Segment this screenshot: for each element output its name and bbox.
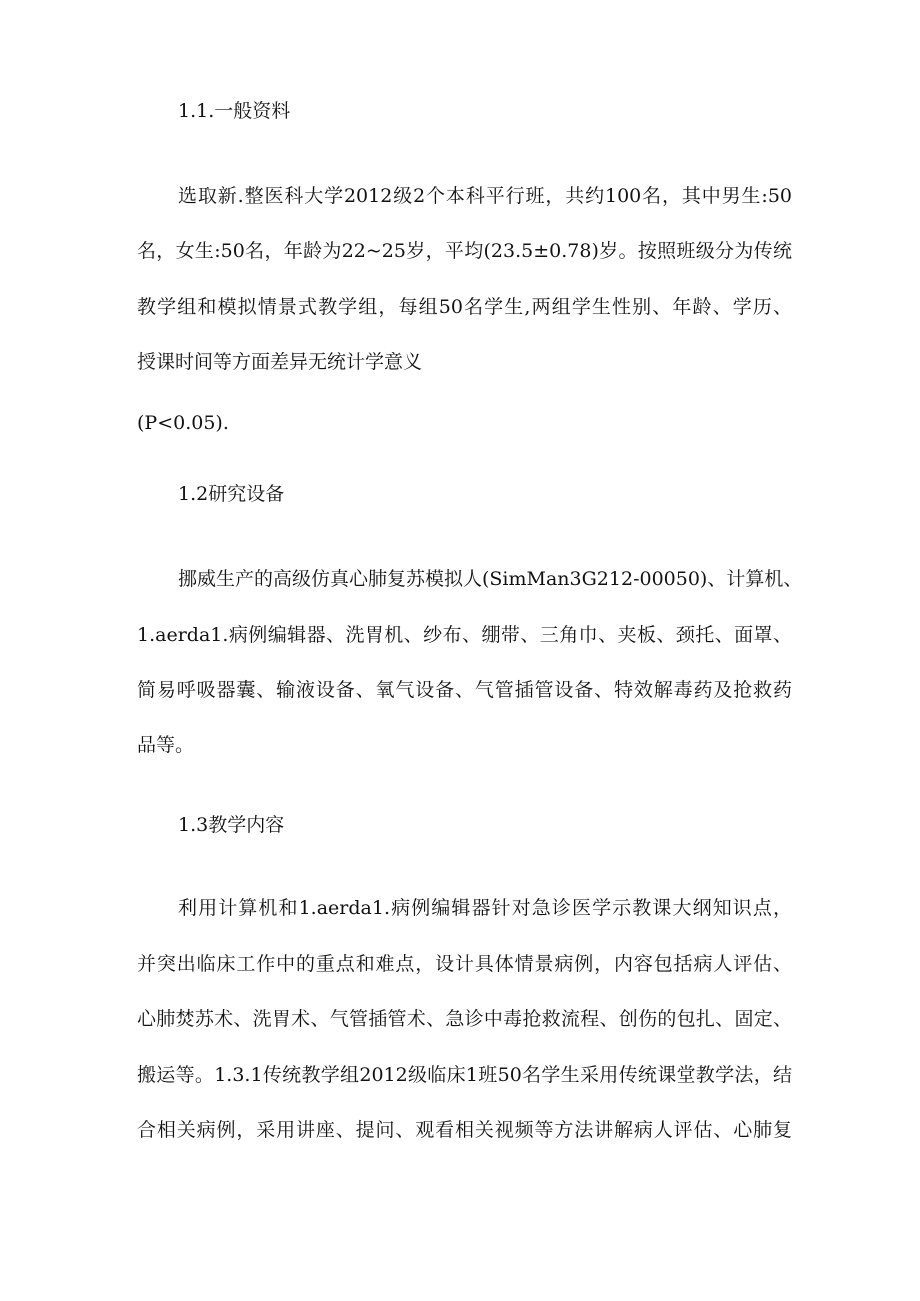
paragraph-line: 简易呼吸器囊、输液设备、氧气设备、气管插管设备、特效解毒药及抢救药 <box>137 679 792 701</box>
paragraph-line: (P<0.05). <box>137 412 229 434</box>
paragraph-line: 品等。 <box>137 734 195 756</box>
paragraph-line: 1.aerda1.病例编辑器、洗胃机、纱布、绷带、三角巾、夹板、颈托、面罩、 <box>137 624 792 646</box>
paragraph-line: 利用计算机和1.aerda1.病例编辑器针对急诊医学示教课大纲知识点， <box>178 897 792 919</box>
paragraph-line: 名，女生:50名，年龄为22~25岁，平均(23.5±0.78)岁。按照班级分为传统 <box>137 240 792 262</box>
paragraph-line: 搬运等。1.3.1传统教学组2012级临床1班50名学生采用传统课堂教学法，结 <box>137 1064 792 1086</box>
section-1-3-heading: 1.3教学内容 <box>178 814 285 836</box>
section-1-2-heading: 1.2研究设备 <box>178 483 285 505</box>
paragraph-line: 教学组和模拟情景式教学组，每组50名学生,两组学生性别、年龄、学历、 <box>137 296 792 318</box>
paragraph-line: 授课时间等方面差异无统计学意义 <box>137 351 423 373</box>
paragraph-line: 心肺焚苏术、洗胃术、气管插管术、急诊中毒抢救流程、创伤的包扎、固定、 <box>137 1008 792 1030</box>
paragraph-line: 挪威生产的高级仿真心肺复苏模拟人(SimMan3G212-00050)、计算机、 <box>178 568 803 590</box>
paragraph-line: 合相关病例，采用讲座、提问、观看相关视频等方法讲解病人评估、心肺复 <box>137 1119 792 1141</box>
paragraph-line: 选取新.整医科大学2012级2个本科平行班，共约100名，其中男生:50 <box>178 185 792 207</box>
paragraph-line: 并突出临床工作中的重点和难点，设计具体情景病例，内容包括病人评估、 <box>137 953 792 975</box>
section-1-1-heading: 1.1.一般资料 <box>178 100 291 122</box>
